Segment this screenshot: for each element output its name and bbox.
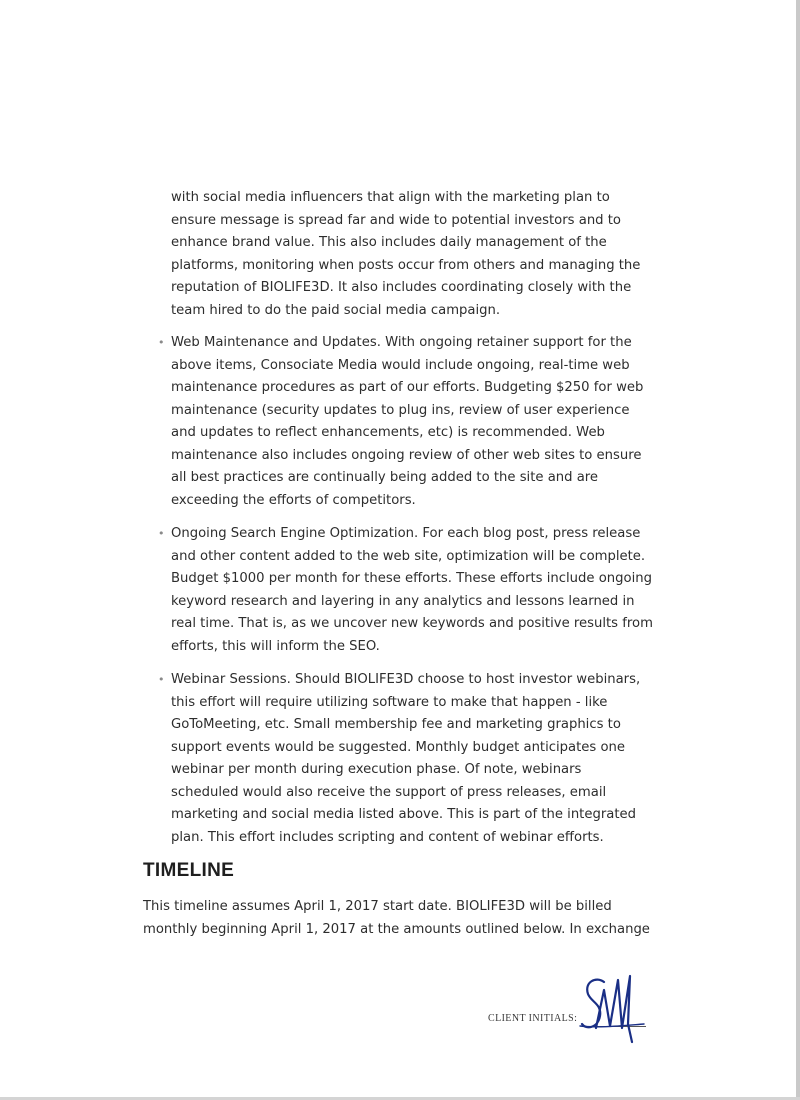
list-item-text: Webinar Sessions. Should BIOLIFE3D choose to host investor webinars, this effort will require utilizing software to make that happen - like GoToMeeting, etc. Small membership fee and marketing graphics to support events would be suggested. Monthly budget anticipates one webinar per month during execution phase. Of note, webinars scheduled would also receive the support of press releases, email marketing and social media listed above. This is part of the integrated plan. This effort includes scripting and content of webinar efforts. <box>171 672 641 845</box>
bullet-icon: • <box>158 673 165 686</box>
list-item-text: Ongoing Search Engine Optimization. For each blog post, press release and other content added to the web site, optimization will be complete. Budget $1000 per month for these efforts. These efforts include ongoing keyword research and layering in any analytics and lessons learned in real time. That is, as we uncover new keywords and positive results from efforts, this will inform the SEO. <box>171 526 653 654</box>
document-body <box>143 187 653 941</box>
scan-edge-right <box>796 0 800 1100</box>
timeline-paragraph: This timeline assumes April 1, 2017 start date. BIOLIFE3D will be billed monthly beginning April 1, 2017 at the amounts outlined below. In exchange <box>143 899 650 937</box>
intro-paragraph: with social media influencers that align with the marketing plan to ensure message is spread far and wide to potential investors and to enhance brand value. This also includes daily management of the platforms, monitoring when posts occur from others and managing the reputation of BIOLIFE3D. It also includes coordinating closely with the team hired to do the paid social media campaign. <box>171 190 641 318</box>
list-item-seo <box>143 523 653 658</box>
list-item-web-maintenance <box>143 332 653 512</box>
list-item-webinar <box>143 669 653 849</box>
handwritten-initials-signature <box>578 968 648 1046</box>
service-list <box>143 332 653 849</box>
client-initials-block <box>488 968 658 1048</box>
bullet-icon: • <box>158 336 165 349</box>
timeline-heading: TIMELINE <box>143 860 235 881</box>
list-item-text: Web Maintenance and Updates. With ongoing retainer support for the above items, Consociate Media would include ongoing, real-time web maintenance procedures as part of our efforts. Budgeting $250 for web maintenance (security updates to plug ins, review of user experience and updates to reflect enhancements, etc) is recommended. Web maintenance also includes ongoing review of other web sites to ensure all best practices are continually being added to the site and are exceeding the efforts of competitors. <box>171 335 644 508</box>
bullet-icon: • <box>158 527 165 540</box>
client-initials-label: CLIENT INITIALS: <box>488 1013 578 1024</box>
